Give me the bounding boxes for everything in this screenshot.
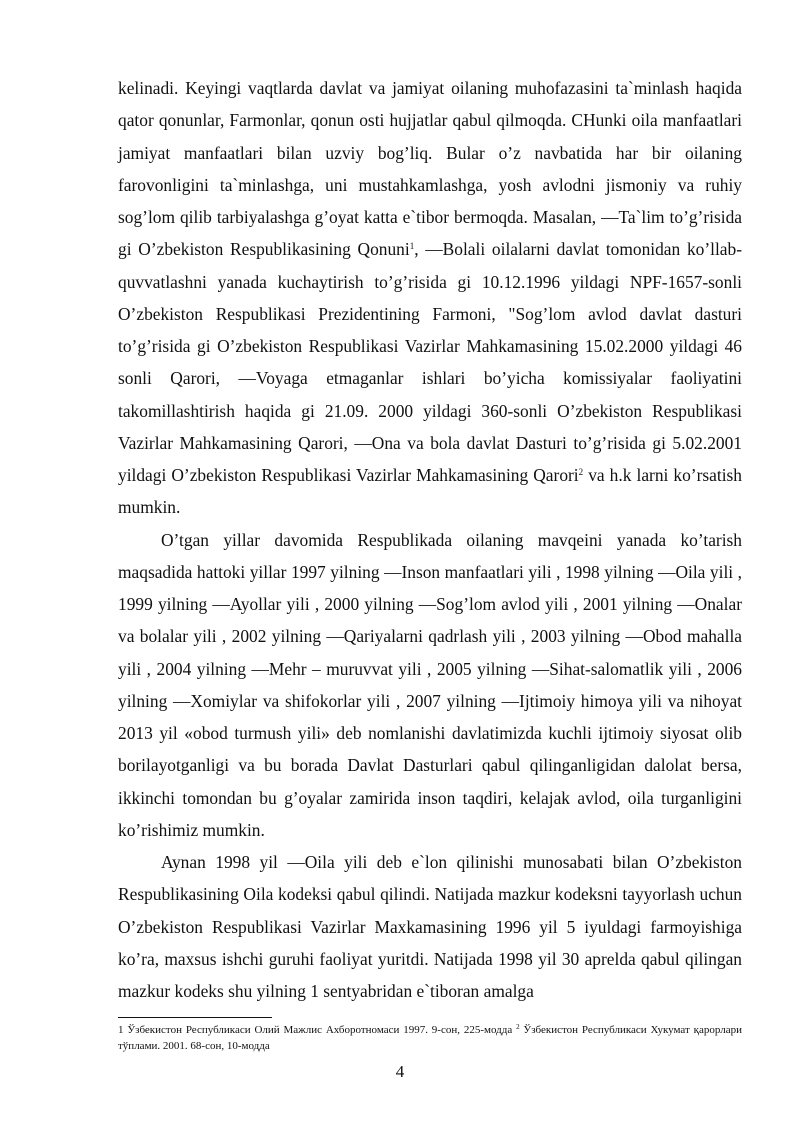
footnote-separator xyxy=(118,1017,272,1018)
body-text xyxy=(118,72,742,1007)
paragraph-1-part-c: va h.k larni ko’rsatish mumkin. xyxy=(118,465,743,518)
paragraph-1-part-a: kelinadi. Keyingi vaqtlarda davlat va jamiyat oilaning muhofazasini ta`minlash haqida qator qonunlar, Farmonlar, qonun osti hujjatlar qabul qilmoqda. CHunki oila manfaatlari jamiyat manfaatlari bilan uzviy bog’liq. Bular o’z navbatida har bir oilaning farovonligini ta`minlashga, uni mustahkamlashga, yosh avlodni jismoniy va ruhiy sog’lom qilib tarbiyalashga g’oyat katta e`tibor bermoqda. Masalan, ―Ta`lim to’g’risida gi O’zbekiston Respublikasining Qonuni xyxy=(118,78,742,260)
paragraph-2: O’tgan yillar davomida Respublikada oilaning mavqeini yanada ko’tarish maqsadida hattoki yillar 1997 yilning ―Inson manfaatlari yili , 1998 yilning ―Oila yili , 1999 yilning ―Ayollar yili , 2000 yilning ―Sog’lom avlod yili , 2001 yilning ―Onalar va bolalar yili , 2002 yilning ―Qariyalarni qadrlash yili , 2003 yilning ―Obod mahalla yili , 2004 yilning ―Mehr – muruvvat yili , 2005 yilning ―Sihat-salomatlik yili , 2006 yilning ―Xomiylar va shifokorlar yili , 2007 yilning ―Ijtimoiy himoya yili va nihoyat 2013 yil «obod turmush yili» deb nomlanishi davlatimizda kuchli ijtimoiy siyosat olib borilayotganligi va bu borada Davlat Dasturlari qabul qilinganligidan dalolat bersa, ikkinchi tomondan bu g’oyalar zamirida inson taqdiri, kelajak avlod, oila turganligini ko’rishimiz mumkin. xyxy=(118,529,742,840)
page-number: 4 xyxy=(395,1062,405,1081)
paragraph-1 xyxy=(118,72,742,524)
footnote-2-marker: 2 xyxy=(516,1023,520,1031)
paragraph-1-part-b: , ―Bolali oilalarni davlat tomonidan ko’llab-quvvatlashni yanada kuchaytirish to’g’risida gi 10.12.1996 yildagi NPF-1657-sonli O’zbekiston Respublikasi Prezidentining Farmoni, "Sog’lom avlod davlat dasturi to’g’risida gi O’zbekiston Respublikasi Vazirlar Mahkamasining 15.02.2000 yildagi 46 sonli Qarori, ―Voyaga etmaganlar ishlari bo’yicha komissiyalar faoliyatini takomillashtirish haqida gi 21.09. 2000 yildagi 360-sonli O’zbekiston Respublikasi Vazirlar Mahkamasining Qarori, ―Ona va bola davlat Dasturi to’g’risida gi 5.02.2001 yildagi O’zbekiston Respublikasi Vazirlar Mahkamasining Qarori xyxy=(118,239,742,485)
footnote-1: 1 Ўзбекистон Республикаси Олий Мажлис Ахборотномаси 1997. 9-сон, 225-модда xyxy=(118,1024,517,1036)
footnotes xyxy=(118,1022,742,1054)
paragraph-3: Aynan 1998 yil ―Oila yili deb e`lon qilinishi munosabati bilan O’zbekiston Respublikasining Oila kodeksi qabul qilindi. Natijada mazkur kodeksni tayyorlash uchun O’zbekiston Respublikasi Vazirlar Maxkamasining 1996 yil 5 iyuldagi farmoyishiga ko’ra, maxsus ishchi guruhi faoliyat yuritdi. Natijada 1998 yil 30 aprelda qabul qilingan mazkur kodeks shu yilning 1 sentyabridan e`tiboran amalga xyxy=(118,852,742,1001)
footnote-ref-1: 1 xyxy=(409,241,415,252)
footnote-2-text: Ўзбекистон Республикаси Хукумат қарорлари тўплами. 2001. 68-сон, 10-модда xyxy=(118,1024,743,1052)
footnote-ref-2: 2 xyxy=(578,467,584,477)
